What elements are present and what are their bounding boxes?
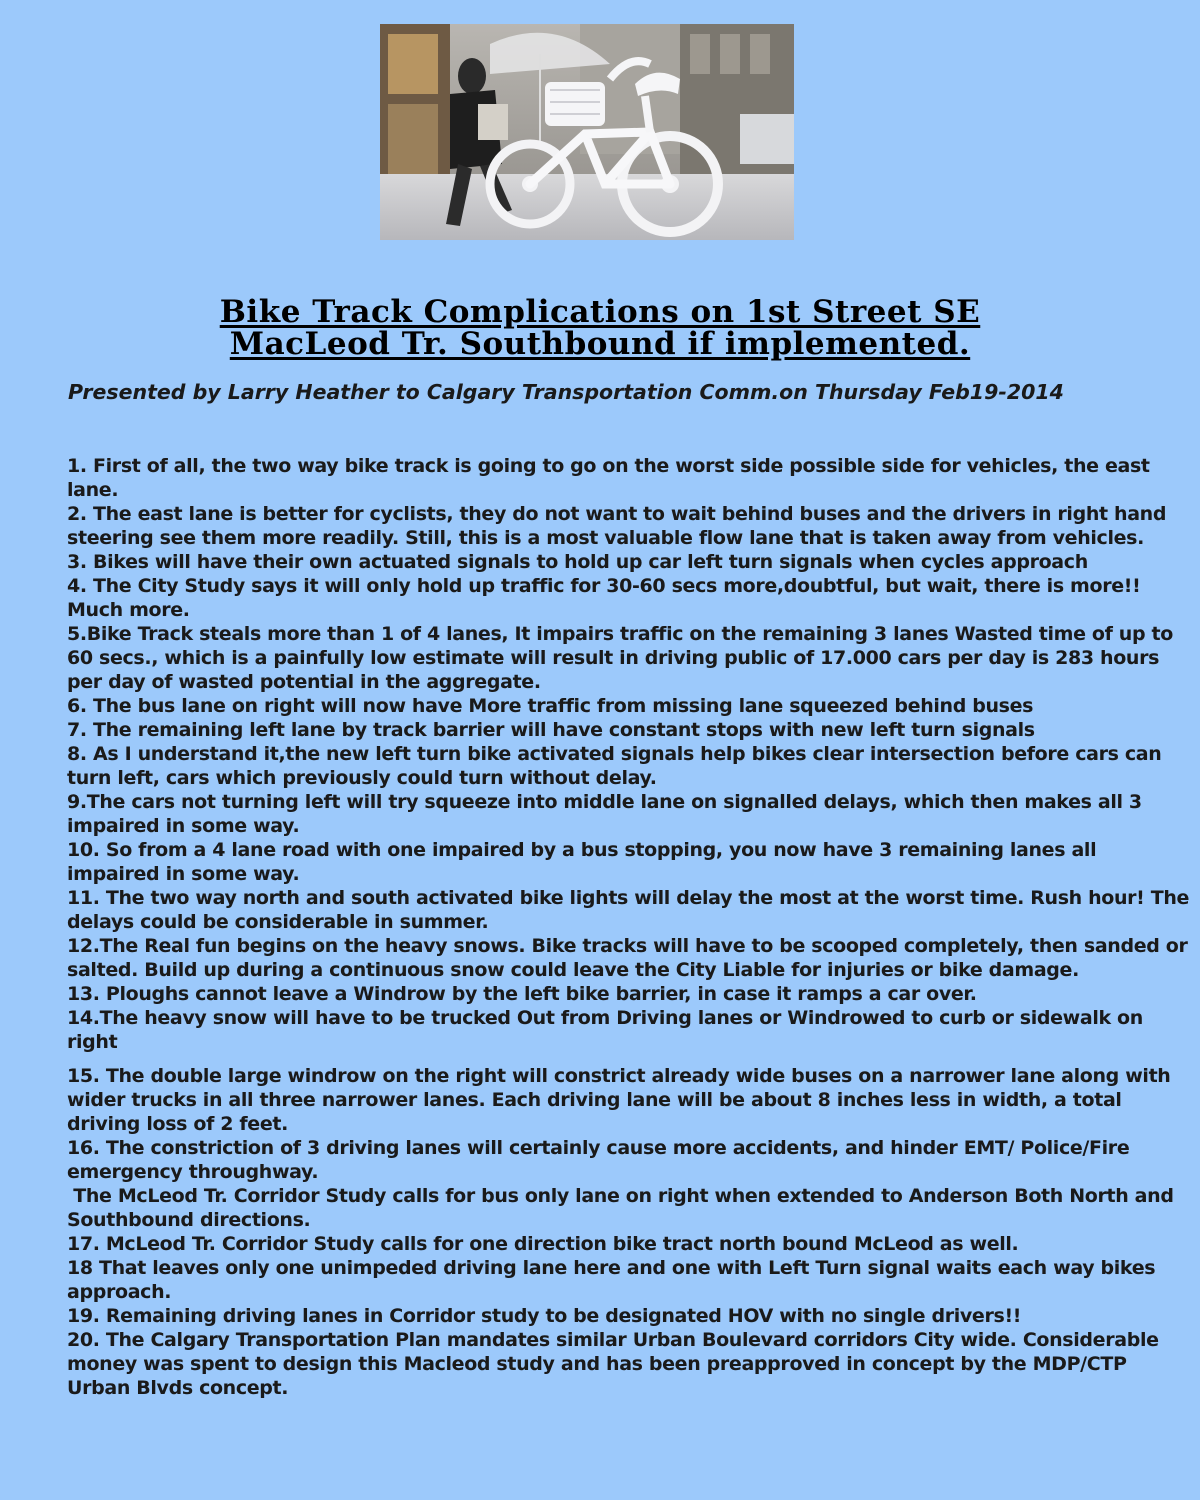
list-item: 17. McLeod Tr. Corridor Study calls for one direction bike tract north bound McLeod as well. — [67, 1233, 1019, 1255]
list-item: The McLeod Tr. Corridor Study calls for bus only lane on right when extended to Anderson Both North and Southbound directions. — [67, 1185, 1180, 1231]
list-item: 13. Ploughs cannot leave a Windrow by the left bike barrier, in case it ramps a car over. — [67, 983, 977, 1005]
list-item: 18 That leaves only one unimpeded driving lane here and one with Left Turn signal waits each way bikes approach. — [67, 1257, 1156, 1303]
list-item: 6. The bus lane on right will now have More traffic from missing lane squeezed behind buses — [67, 695, 1034, 717]
list-item: 7. The remaining left lane by track barrier will have constant stops with new left turn signals — [67, 719, 1035, 741]
list-item: 20. The Calgary Transportation Plan mandates similar Urban Boulevard corridors City wide. Considerable money was spent to design this Macleod study and has been preapproved in concept by the MDP/CTP Urban Blvds concept. — [67, 1329, 1159, 1399]
list-item: 9.The cars not turning left will try squeeze into middle lane on signalled delays, which then makes all 3 impaired in some way. — [67, 791, 1142, 837]
list-item: 3. Bikes will have their own actuated signals to hold up car left turn signals when cycles approach — [67, 551, 1088, 573]
list-item: 4. The City Study says it will only hold up traffic for 30-60 secs more,doubtful, but wait, there is more!! Much more. — [67, 575, 1141, 621]
list-item: 14.The heavy snow will have to be trucked Out from Driving lanes or Windrowed to curb or sidewalk on right — [67, 1007, 1143, 1053]
list-item: 11. The two way north and south activated bike lights will delay the most at the worst time. Rush hour! The delays could be considerable in summer. — [67, 887, 1190, 933]
presenter-subtitle: Presented by Larry Heather to Calgary Transportation Comm.on Thursday Feb19-2014 — [68, 380, 1064, 404]
list-item: 19. Remaining driving lanes in Corridor study to be designated HOV with no single drivers!! — [67, 1305, 1022, 1327]
list-item: 12.The Real fun begins on the heavy snows. Bike tracks will have to be scooped completely, then sanded or salted. Build up during a continuous snow could leave the City Liable for injuries or bike damage. — [67, 935, 1188, 981]
page-title — [0, 296, 1200, 360]
list-item: 2. The east lane is better for cyclists, they do not want to wait behind buses and the drivers in right hand steering see them more readily. Still, this is a most valuable flow lane that is taken away from vehicles. — [67, 503, 1167, 549]
list-item: 5.Bike Track steals more than 1 of 4 lanes, It impairs traffic on the remaining 3 lanes Wasted time of up to 60 secs., which is a painfully low estimate will result in driving public of 17.000 cars per day is 283 hours per day of wasted potential in the aggregate. — [67, 623, 1173, 693]
list-item: 15. The double large windrow on the right will constrict already wide buses on a narrower lane along with wider trucks in all three narrower lanes. Each driving lane will be about 8 inches less in width, a total driving loss of 2 feet. — [67, 1065, 1171, 1135]
list-item: 16. The constriction of 3 driving lanes will certainly cause more accidents, and hinder EMT/ Police/Fire emergency throughway. — [67, 1137, 1130, 1183]
complications-list — [67, 454, 1192, 1400]
list-item: 1. First of all, the two way bike track is going to go on the worst side possible side for vehicles, the east lane. — [67, 455, 1150, 501]
snow-covered-bicycle-photo — [380, 24, 794, 240]
title-line-1: Bike Track Complications on 1st Street SE — [219, 294, 981, 330]
title-line-2: MacLeod Tr. Southbound if implemented. — [229, 326, 971, 362]
list-item: 10. So from a 4 lane road with one impaired by a bus stopping, you now have 3 remaining lanes all impaired in some way. — [67, 839, 1097, 885]
list-item: 8. As I understand it,the new left turn bike activated signals help bikes clear intersection before cars can turn left, cars which previously could turn without delay. — [67, 743, 1162, 789]
